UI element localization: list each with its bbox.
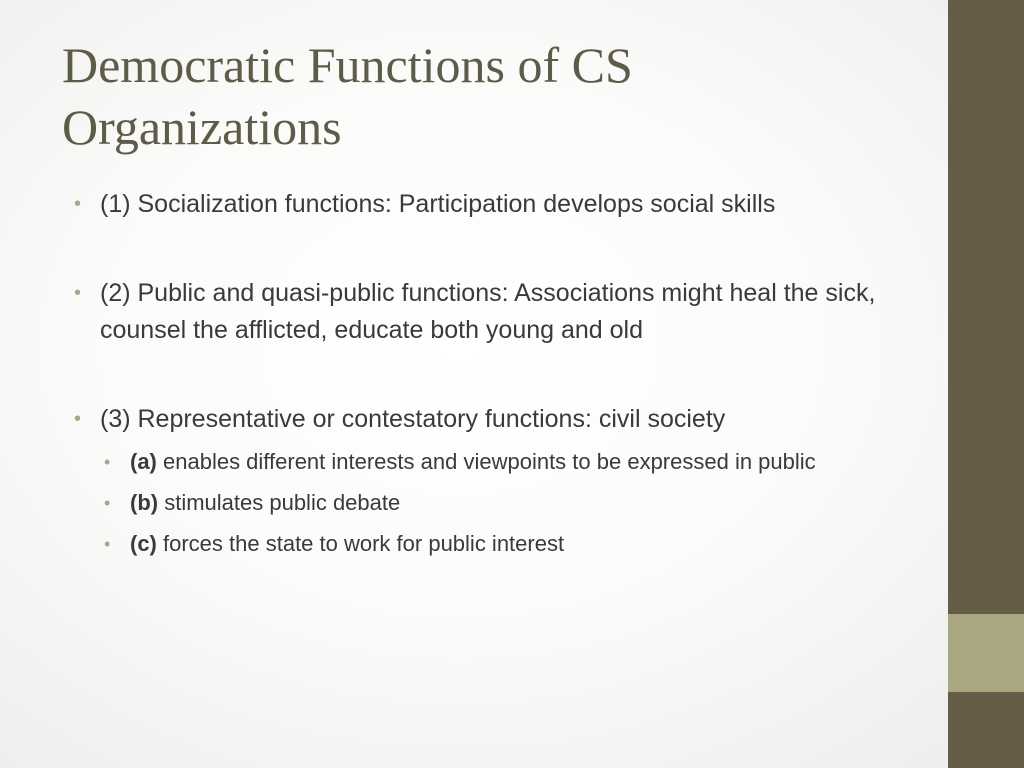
bullet-text: (3) Representative or contestatory functions: civil society: [100, 405, 726, 433]
slide-title: Democratic Functions of CS Organizations: [62, 37, 633, 155]
bullet-icon: •: [74, 408, 82, 430]
bullet-text: (2) Public and quasi-public functions: Associations might heal the sick, counsel the afflicted, educate both young and old: [100, 279, 876, 344]
bullet-icon: •: [104, 493, 111, 513]
sub-bullet-label: (b): [130, 490, 159, 515]
bullet-item-3: [74, 401, 934, 438]
bullet-icon: •: [74, 282, 82, 304]
sub-bullet-item-c: [104, 528, 934, 560]
bullet-item-2: [74, 275, 934, 349]
bullet-item-1: [74, 186, 934, 223]
sub-bullet-item-a: [104, 446, 934, 478]
bullet-icon: •: [104, 534, 111, 554]
sub-bullet-label: (a): [130, 449, 157, 474]
sub-bullet-text: forces the state to work for public interest: [156, 531, 565, 556]
sub-bullet-text: stimulates public debate: [158, 490, 401, 515]
sub-bullet-item-b: [104, 487, 934, 519]
sub-bullet-label: (c): [130, 531, 157, 556]
bullet-list: [74, 186, 934, 569]
bullet-icon: •: [104, 452, 111, 472]
side-decor-accent: [948, 614, 1024, 692]
bullet-icon: •: [74, 193, 82, 215]
sub-bullet-list: [104, 446, 934, 560]
bullet-text: (1) Socialization functions: Participation develops social skills: [100, 190, 776, 218]
sub-bullet-text: enables different interests and viewpoints to be expressed in public: [156, 449, 816, 474]
